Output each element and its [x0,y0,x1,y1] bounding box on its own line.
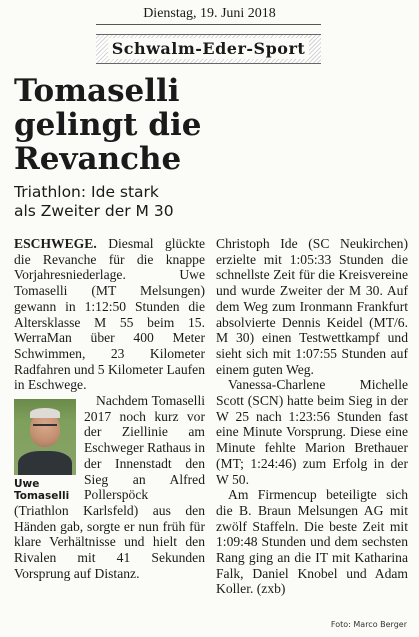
article-column-left [14,236,205,581]
headline [14,74,409,176]
subheadline-line: als Zweiter der M 30 [14,202,174,220]
portrait-shirt [18,451,72,475]
subheadline [14,183,404,221]
issue-date: Dienstag, 19. Juni 2018 [143,6,276,21]
article-paragraph: Am Firmencup beteiligte sich die B. Braun Melsungen AG mit zwölf Staffeln. Die beste Zeit mit 1:09:48 Stunden und dem sechsten Rang ging an die IT mit Katharina Falk, Daniel Knobel und Adam Koller. (zxb) [216,487,408,597]
article-paragraph: Vanessa-Charlene Michelle Scott (SCN) hatte beim Sieg in der W 25 nach 1:23:56 Stunden fast eine Minute Vorsprung. Diese eine Minute fehlte Marion Brethauer (MT; 1:24:46) zum Erfolg in der W 50. [216,377,408,487]
photo-credit: Foto: Marco Berger [330,620,407,629]
date-rule [96,24,321,25]
article-column-right [216,236,408,597]
portrait-glasses [33,424,57,431]
subheadline-line: Triathlon: Ide stark [14,183,159,201]
headline-line: gelingt die [14,107,202,143]
section-banner [96,34,321,64]
portrait-image [14,399,76,475]
paragraph-text: Diesmal glückte die Revanche für die knappe Vorjahresniederlage. Uwe Tomaselli (MT Melsungen) gewann in 1:12:50 Stunden die Altersklasse M 55 beim 15. WerraMan über 400 Meter Schwimmen, 23 Kilometer Radfahren und 5 Kilometer Laufen in Eschwege. [14,236,205,393]
headline-line: Revanche [14,141,182,177]
paragraph-text: Nachdem Tomaselli 2017 noch kurz vor der Ziellinie am Eschweger Rathaus in der Innenstadt den Sieg an Alfred Pollerspöck (Triathlon Karlsfeld) aus den Händen gab, sorgte er nun früh für klare Verhältnisse und hielt den Rivalen mit 41 Sekunden Vorsprung auf Distanz. [14,393,205,581]
headline-line: Tomaselli [14,73,180,109]
photo-caption-line: Uwe [14,478,40,491]
article-paragraph [14,236,205,393]
photo-caption [14,478,76,502]
photo-caption-line: Tomaselli [14,490,70,503]
portrait-hair [30,408,60,418]
article-paragraph [14,393,205,581]
dateline: ESCHWEGE. [14,236,97,251]
section-title: Schwalm-Eder-Sport [108,38,310,59]
article-paragraph: Christoph Ide (SC Neukirchen) erzielte mit 1:05:33 Stunden die schnellste Zeit für die Kreisvereine und wurde Zweiter der M 30. Auf dem Weg zum Ironmann Frankfurt absolvierte Dennis Keidel (MT/6. M 30) einen Testwettkampf und sieht sich mit 1:07:55 Stunden auf einem guten Weg. [216,236,408,377]
portrait-photo [14,399,76,503]
